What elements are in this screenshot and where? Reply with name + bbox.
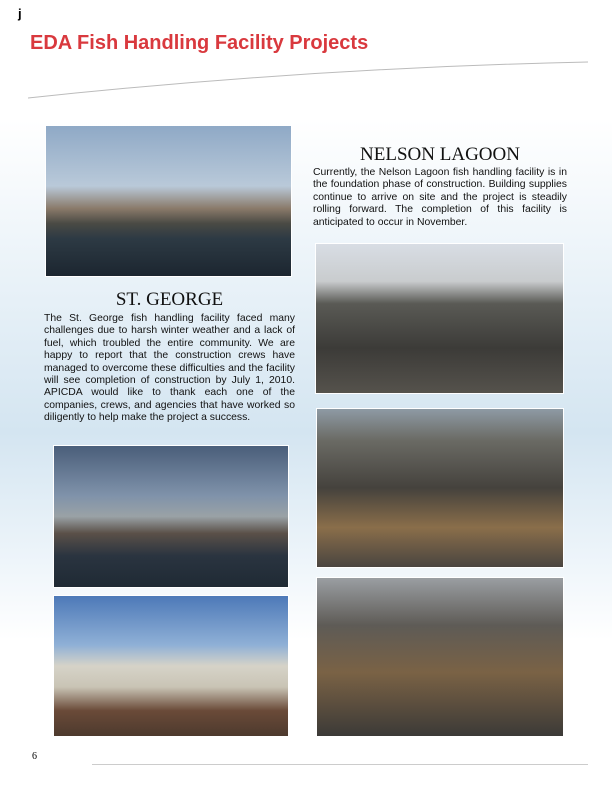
page-title: EDA Fish Handling Facility Projects — [30, 32, 369, 54]
photo-st-george-building-exterior — [53, 595, 289, 737]
st-george-text: The St. George fish handling facility faced many challenges due to harsh winter weather and a lack of fuel, which troubled the entire community. We are happy to report that the construction crews have managed to overcome these difficulties and the facility will see completion of construction by July 1, 2010. APICDA would like to thank each one of the companies, crews, and agencies that have worked so diligently to help make the project a success. — [44, 313, 295, 424]
nelson-lagoon-text: Currently, the Nelson Lagoon fish handling facility is in the foundation phase of construction. Building supplies continue to arrive on site and the project is steadily rolling forward. The completion of this facility is anticipated to occur in November. — [313, 167, 567, 228]
photo-nelson-rebar-workers — [316, 577, 564, 737]
photo-st-george-building-waterfront — [45, 125, 292, 277]
corner-mark: j — [18, 6, 22, 21]
st-george-heading: ST. GEORGE — [115, 289, 224, 310]
photo-nelson-excavator — [315, 243, 564, 394]
nelson-lagoon-heading: NELSON LAGOON — [360, 144, 520, 165]
page-number: 6 — [32, 751, 37, 762]
footer-rule — [92, 764, 588, 765]
photo-st-george-steel-frame — [53, 445, 289, 588]
photo-nelson-foundation-forms — [316, 408, 564, 568]
header-swoosh — [28, 60, 588, 100]
